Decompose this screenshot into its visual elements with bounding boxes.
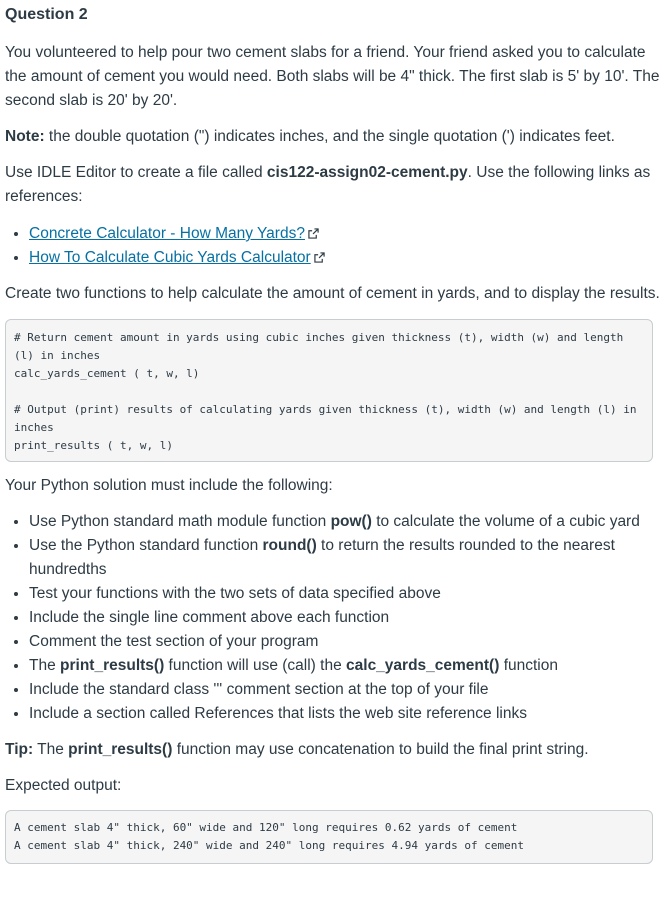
intro-paragraph: You volunteered to help pour two cement slabs for a friend. Your friend asked you to calculate the amount of cement you would need. Both slabs will be 4" thick. The first slab is 5' by 10'. The second slab is 20' by 20'. [5,44,660,109]
list-item [29,246,660,270]
idle-text-after: . Use the following links as references: [5,164,651,205]
external-link-icon [308,228,319,239]
req-text: function will use (call) the [164,657,347,674]
code-line: # Return cement amount in yards using cubic inches given thickness (t), width (w) and length (l) in inches [14,331,630,362]
list-item: • Test your functions with the two sets of data specified above [29,582,660,606]
tip-text: The [33,741,69,758]
requirements-list [5,510,660,726]
code-line [14,383,644,401]
req-bold: print_results() [60,657,165,674]
list-item: • Include the standard class ''' comment section at the top of your file [29,678,660,702]
list-item [29,222,660,246]
note-paragraph [5,125,660,149]
solution-intro: Your Python solution must include the following: [5,477,333,494]
note-text: the double quotation (") indicates inches, and the single quotation (') indicates feet. [44,128,615,145]
concrete-calculator-link[interactable]: Concrete Calculator - How Many Yards? [29,225,305,242]
expected-output-block [5,810,653,864]
list-item [29,510,660,534]
note-label: Note: [5,128,45,145]
cubic-yards-calculator-link[interactable]: How To Calculate Cubic Yards Calculator [29,249,311,266]
req-text: The [29,657,61,674]
req-text: Use the Python standard function [29,537,263,554]
question-title: Question 2 [5,6,88,23]
expected-output-label: Expected output: [5,777,122,794]
list-item: • Comment the test section of your program [29,630,660,654]
code-line: # Output (print) results of calculating yards given thickness (t), width (w) and length (l) in inches [14,403,644,434]
idle-filename: cis122-assign02-cement.py [266,164,468,181]
tip-label: Tip: [5,741,34,758]
idle-text-before: Use IDLE Editor to create a file called [5,164,267,181]
tip-bold: print_results() [68,741,173,758]
list-item: • Include the single line comment above each function [29,606,660,630]
list-item [29,534,660,582]
output-line: A cement slab 4" thick, 240" wide and 240" long requires 4.94 yards of cement [14,839,524,852]
req-text: to return the results rounded to the nearest hundredths [29,537,615,578]
tip-paragraph [5,738,660,762]
req-bold: round() [262,537,317,554]
req-bold: calc_yards_cement() [346,657,500,674]
code-line: calc_yards_cement ( t, w, l) [14,367,200,380]
code-line: print_results ( t, w, l) [14,439,173,452]
req-text: function [499,657,558,674]
list-item: • Include a section called References that lists the web site reference links [29,702,660,726]
idle-paragraph [5,161,660,209]
external-link-icon [314,252,325,263]
function-code-block [5,319,653,462]
tip-text: function may use concatenation to build the final print string. [172,741,589,758]
list-item [29,654,660,678]
output-line: A cement slab 4" thick, 60" wide and 120" long requires 0.62 yards of cement [14,821,518,834]
req-text: Use Python standard math module function [29,513,331,530]
req-text: to calculate the volume of a cubic yard [371,513,640,530]
req-bold: pow() [330,513,372,530]
reference-links [5,222,660,270]
create-paragraph: Create two functions to help calculate the amount of cement in yards, and to display the results. [5,285,660,302]
